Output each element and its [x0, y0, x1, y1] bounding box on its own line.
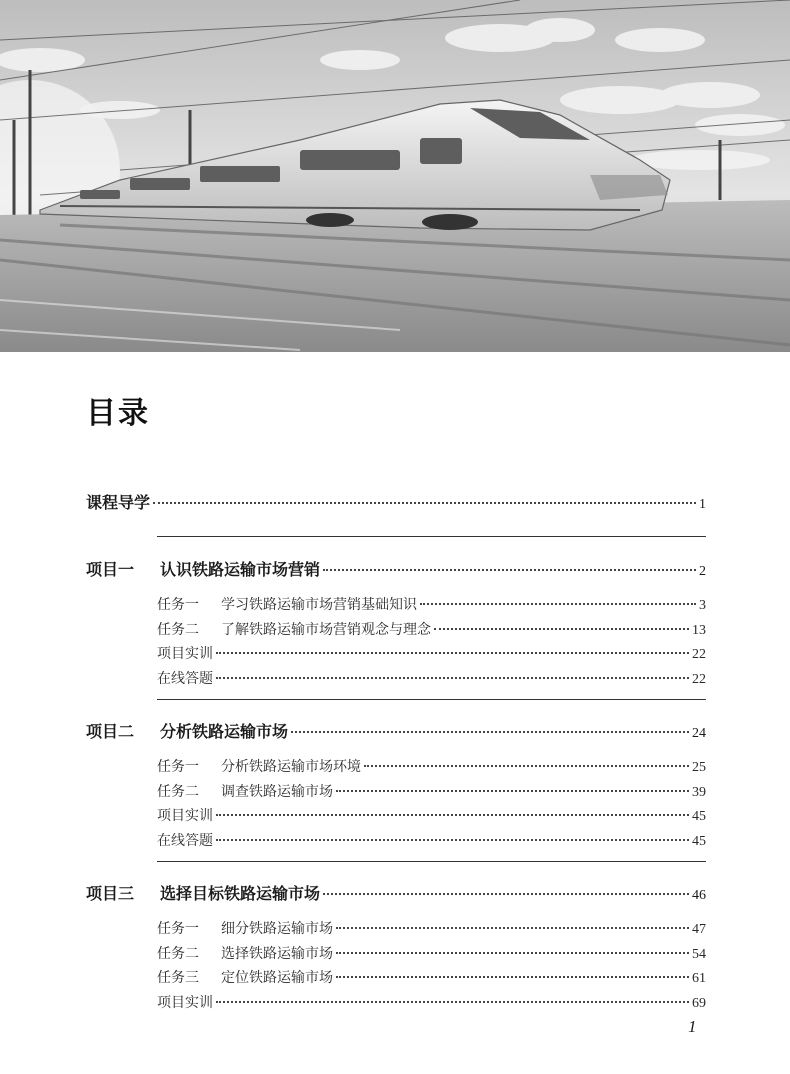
entry-number: 项目二 [86, 722, 135, 741]
entry-number: 项目一 [86, 560, 135, 579]
entry-page-number: 45 [692, 809, 706, 824]
entry-title: 项目实训 [157, 646, 213, 662]
toc-entry-task [157, 643, 706, 663]
entry-title: 项目实训 [157, 994, 213, 1011]
dot-leader [323, 569, 696, 571]
entry-title: 了解铁路运输市场营销观念与理念 [221, 621, 431, 638]
entry-title: 项目实训 [157, 808, 213, 824]
dot-leader [291, 731, 689, 733]
entry-page-number: 22 [692, 647, 706, 662]
entry-number: 任务一 [157, 597, 199, 613]
hero-train-image [0, 0, 790, 352]
page-number: 1 [688, 1017, 697, 1036]
entry-page-number: 69 [692, 995, 706, 1011]
dot-leader [153, 502, 696, 504]
section-divider [157, 699, 706, 700]
toc-entry-project [86, 881, 706, 904]
dot-leader [323, 893, 689, 895]
entry-title: 细分铁路运输市场 [221, 921, 333, 937]
dot-leader [216, 814, 689, 816]
entry-label [157, 643, 213, 663]
dot-leader [216, 677, 689, 679]
entry-label [157, 918, 333, 938]
dot-leader [420, 603, 696, 605]
entry-label [157, 805, 213, 825]
entry-label [157, 668, 213, 688]
entry-label [157, 943, 333, 963]
entry-page-number: 45 [692, 833, 706, 849]
dot-leader [216, 1001, 689, 1003]
entry-page-number: 46 [692, 888, 706, 903]
entry-page-number: 39 [692, 784, 706, 800]
entry-page-number: 54 [692, 946, 706, 962]
entry-title: 认识铁路运输市场营销 [160, 560, 321, 579]
entry-label [157, 830, 213, 850]
entry-page-number: 13 [692, 622, 706, 638]
entry-label [86, 490, 150, 513]
entry-page-number: 3 [699, 598, 706, 613]
entry-page-number: 25 [692, 760, 706, 775]
dot-leader [336, 927, 689, 929]
toc-entry-project [86, 557, 706, 580]
entry-title: 分析铁路运输市场 [160, 722, 289, 741]
toc-entry-task [157, 967, 706, 987]
dot-leader [336, 952, 689, 954]
entry-number: 任务二 [157, 783, 199, 800]
entry-label [157, 992, 213, 1012]
entry-label [86, 719, 288, 742]
dot-leader [364, 765, 689, 767]
entry-page-number: 47 [692, 922, 706, 937]
toc-entry-task [157, 943, 706, 963]
entry-title: 选择目标铁路运输市场 [160, 884, 321, 903]
entry-label [157, 756, 361, 776]
toc-entry-task [157, 992, 706, 1012]
entry-page-number: 24 [692, 726, 706, 741]
toc-entry-task [157, 830, 706, 850]
entry-title: 定位铁路运输市场 [221, 970, 333, 986]
entry-label [157, 781, 333, 801]
toc-entry-task [157, 619, 706, 639]
entry-title: 分析铁路运输市场环境 [221, 759, 361, 775]
entry-number: 任务三 [157, 970, 199, 986]
entry-title: 调查铁路运输市场 [221, 783, 333, 800]
page-title: 目录 [86, 396, 150, 431]
entry-number: 项目三 [86, 884, 135, 903]
dot-leader [434, 628, 689, 630]
entry-title: 学习铁路运输市场营销基础知识 [221, 597, 417, 613]
section-divider [157, 861, 706, 862]
entry-title: 在线答题 [157, 670, 213, 687]
entry-number: 任务一 [157, 759, 199, 775]
toc-entry-task [157, 756, 706, 776]
entry-page-number: 22 [692, 671, 706, 687]
dot-leader [216, 652, 689, 654]
entry-label [157, 967, 333, 987]
entry-number: 任务二 [157, 945, 199, 962]
entry-page-number: 61 [692, 971, 706, 986]
entry-label [157, 594, 417, 614]
toc-entry-task [157, 918, 706, 938]
toc-entry-task [157, 668, 706, 688]
dot-leader [216, 839, 689, 841]
toc-entry-task [157, 805, 706, 825]
entry-title: 在线答题 [157, 832, 213, 849]
entry-title: 课程导学 [86, 493, 151, 512]
dot-leader [336, 790, 689, 792]
entry-number: 任务二 [157, 621, 199, 638]
entry-label [157, 619, 431, 639]
toc-entry-intro [86, 490, 706, 513]
entry-page-number: 2 [699, 564, 706, 579]
entry-label [86, 881, 320, 904]
toc-entry-task [157, 781, 706, 801]
section-divider [157, 536, 706, 537]
dot-leader [336, 976, 689, 978]
entry-title: 选择铁路运输市场 [221, 945, 333, 962]
entry-page-number: 1 [699, 497, 706, 512]
entry-number: 任务一 [157, 921, 199, 937]
toc-entry-project [86, 719, 706, 742]
entry-label [86, 557, 320, 580]
toc-entry-task [157, 594, 706, 614]
